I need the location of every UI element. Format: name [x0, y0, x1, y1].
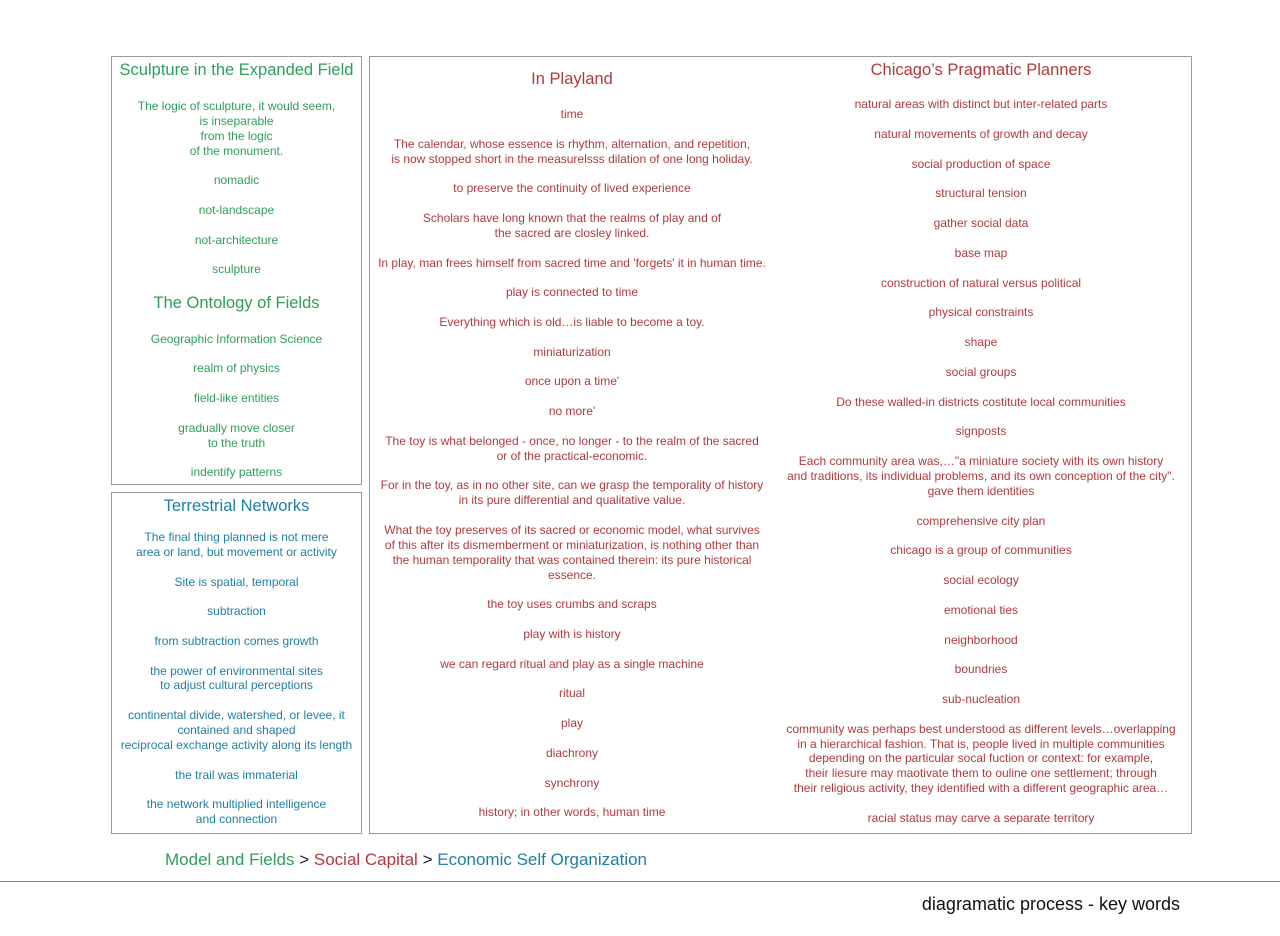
chicago-item: emotional ties: [943, 603, 1019, 617]
playland-title: In Playland: [531, 70, 613, 88]
terrestrial-item: reciprocal exchange activity along its length: [120, 738, 353, 752]
chicago-item: social production of space: [911, 157, 1051, 171]
terrestrial-item: subtraction: [207, 604, 266, 618]
playland-item: synchrony: [544, 776, 600, 790]
playland-item: The toy is what belonged - once, no longer - to the realm of the sacred: [385, 434, 759, 448]
sculpture-intro-line: is inseparable: [199, 114, 274, 128]
terrestrial-item: Site is spatial, temporal: [174, 575, 299, 589]
caption-economic-self-organization: Economic Self Organization: [437, 850, 648, 869]
terrestrial-item: the power of environmental sites: [150, 664, 323, 678]
chicago-item: base map: [954, 246, 1008, 260]
terrestrial-item: and connection: [195, 812, 278, 826]
terrestrial-item: from subtraction comes growth: [154, 634, 319, 648]
chicago-item: racial status may carve a separate territory: [867, 811, 1095, 825]
chicago-item: community was perhaps best understood as different levels…overlapping: [786, 722, 1176, 736]
playland-item: the human temporality that was contained therein: its pure historical: [392, 553, 752, 567]
playland-item: What the toy preserves of its sacred or economic model, what survives: [384, 523, 760, 537]
playland-item: diachrony: [545, 746, 599, 760]
sculpture-intro-line: of the monument.: [189, 144, 284, 158]
sculpture-item: not-landscape: [198, 203, 275, 217]
playland-item: or of the practical-economic.: [496, 449, 648, 463]
sculpture-intro-line: from the logic: [200, 129, 273, 143]
chicago-item: physical constraints: [928, 305, 1034, 319]
chicago-item: gather social data: [933, 216, 1029, 230]
terrestrial-item: The final thing planned is not mere: [144, 530, 329, 544]
chicago-item: signposts: [955, 424, 1007, 438]
chicago-item: natural areas with distinct but inter-related parts: [854, 97, 1108, 111]
sculpture-title: Sculpture in the Expanded Field: [119, 61, 354, 79]
chicago-item: and traditions, its individual problems, and its own conception of the city".: [787, 469, 1175, 483]
playland-item: time: [560, 107, 584, 121]
page-footer-title: diagramatic process - key words: [921, 894, 1180, 914]
terrestrial-item: contained and shaped: [177, 723, 296, 737]
playland-item: ritual: [558, 686, 585, 700]
chicago-item: shape: [964, 335, 998, 349]
playland-item: is now stopped short in the measurelsss dilation of one long holiday.: [391, 152, 753, 166]
playland-item: in its pure differential and qualitative value.: [458, 493, 686, 507]
playland-item: play: [560, 716, 583, 730]
playland-item: history; in other words, human time: [478, 805, 666, 819]
sculpture-item: nomadic: [213, 173, 260, 187]
caption-separator: >: [422, 850, 433, 869]
playland-item: to preserve the continuity of lived experience: [453, 181, 691, 195]
playland-item: we can regard ritual and play as a single machine: [440, 657, 704, 671]
sculpture-intro-line: The logic of sculpture, it would seem,: [137, 99, 336, 113]
playland-item: no more': [548, 404, 596, 418]
playland-item: play with is history: [523, 627, 621, 641]
chicago-item: neighborhood: [944, 633, 1018, 647]
caption-social-capital: Social Capital: [313, 850, 418, 869]
terrestrial-item: the trail was immaterial: [175, 768, 298, 782]
ontology-title: The Ontology of Fields: [153, 294, 320, 312]
chicago-item: their liesure may maotivate them to ouline one settlement; through: [805, 766, 1157, 780]
ontology-item: realm of physics: [193, 361, 280, 375]
chicago-item: in a hierarchical fashion. That is, people lived in multiple communities: [797, 737, 1165, 751]
chicago-item: boundries: [954, 662, 1008, 676]
playland-item: of this after its dismemberment or miniaturization, is nothing other than: [384, 538, 760, 552]
playland-item: essence.: [547, 568, 597, 582]
terrestrial-item: area or land, but movement or activity: [136, 545, 337, 559]
playland-item: Everything which is old…is liable to become a toy.: [439, 315, 705, 329]
terrestrial-title: Terrestrial Networks: [163, 497, 310, 515]
ontology-item: indentify patterns: [190, 465, 283, 479]
chicago-item: Each community area was,…"a miniature society with its own history: [798, 454, 1164, 468]
playland-item: In play, man frees himself from sacred time and 'forgets' it in human time.: [378, 256, 766, 270]
playland-item: play is connected to time: [505, 285, 639, 299]
sculpture-item: not-architecture: [194, 233, 279, 247]
caption-separator: >: [299, 850, 310, 869]
chicago-item: construction of natural versus political: [880, 276, 1082, 290]
playland-item: Scholars have long known that the realms of play and of: [422, 211, 722, 225]
ontology-item: field-like entities: [193, 391, 280, 405]
ontology-item: gradually move closer: [178, 421, 295, 435]
playland-item: The calendar, whose essence is rhythm, alternation, and repetition,: [393, 137, 751, 151]
terrestrial-item: continental divide, watershed, or levee, it: [128, 708, 345, 722]
playland-item: miniaturization: [533, 345, 611, 359]
chicago-item: structural tension: [935, 186, 1027, 200]
ontology-item: to the truth: [207, 436, 266, 450]
sculpture-item: sculpture: [212, 262, 261, 276]
chicago-item: gave them identities: [927, 484, 1035, 498]
chicago-item: chicago is a group of communities: [890, 543, 1072, 557]
process-caption: [165, 849, 647, 871]
chicago-item: social groups: [945, 365, 1017, 379]
terrestrial-item: to adjust cultural perceptions: [160, 678, 313, 692]
caption-model-fields: Model and Fields: [165, 850, 295, 869]
chicago-item: depending on the particular socal fuction or context: for example,: [808, 751, 1154, 765]
playland-item: the toy uses crumbs and scraps: [487, 597, 657, 611]
playland-item: once upon a time': [524, 374, 620, 388]
ontology-item: Geographic Information Science: [150, 332, 323, 346]
playland-item: For in the toy, as in no other site, can we grasp the temporality of history: [380, 478, 764, 492]
chicago-item: sub-nucleation: [941, 692, 1021, 706]
chicago-item: Do these walled-in districts costitute local communities: [836, 395, 1126, 409]
chicago-item: social ecology: [943, 573, 1019, 587]
terrestrial-item: the network multiplied intelligence: [146, 797, 327, 811]
chicago-title: Chicago’s Pragmatic Planners: [870, 61, 1092, 79]
chicago-item: comprehensive city plan: [916, 514, 1046, 528]
playland-item: the sacred are closley linked.: [494, 226, 650, 240]
footer-divider: [0, 881, 1280, 882]
chicago-item: natural movements of growth and decay: [874, 127, 1088, 141]
chicago-item: their religious activity, they identified with a different geographic area…: [793, 781, 1169, 795]
